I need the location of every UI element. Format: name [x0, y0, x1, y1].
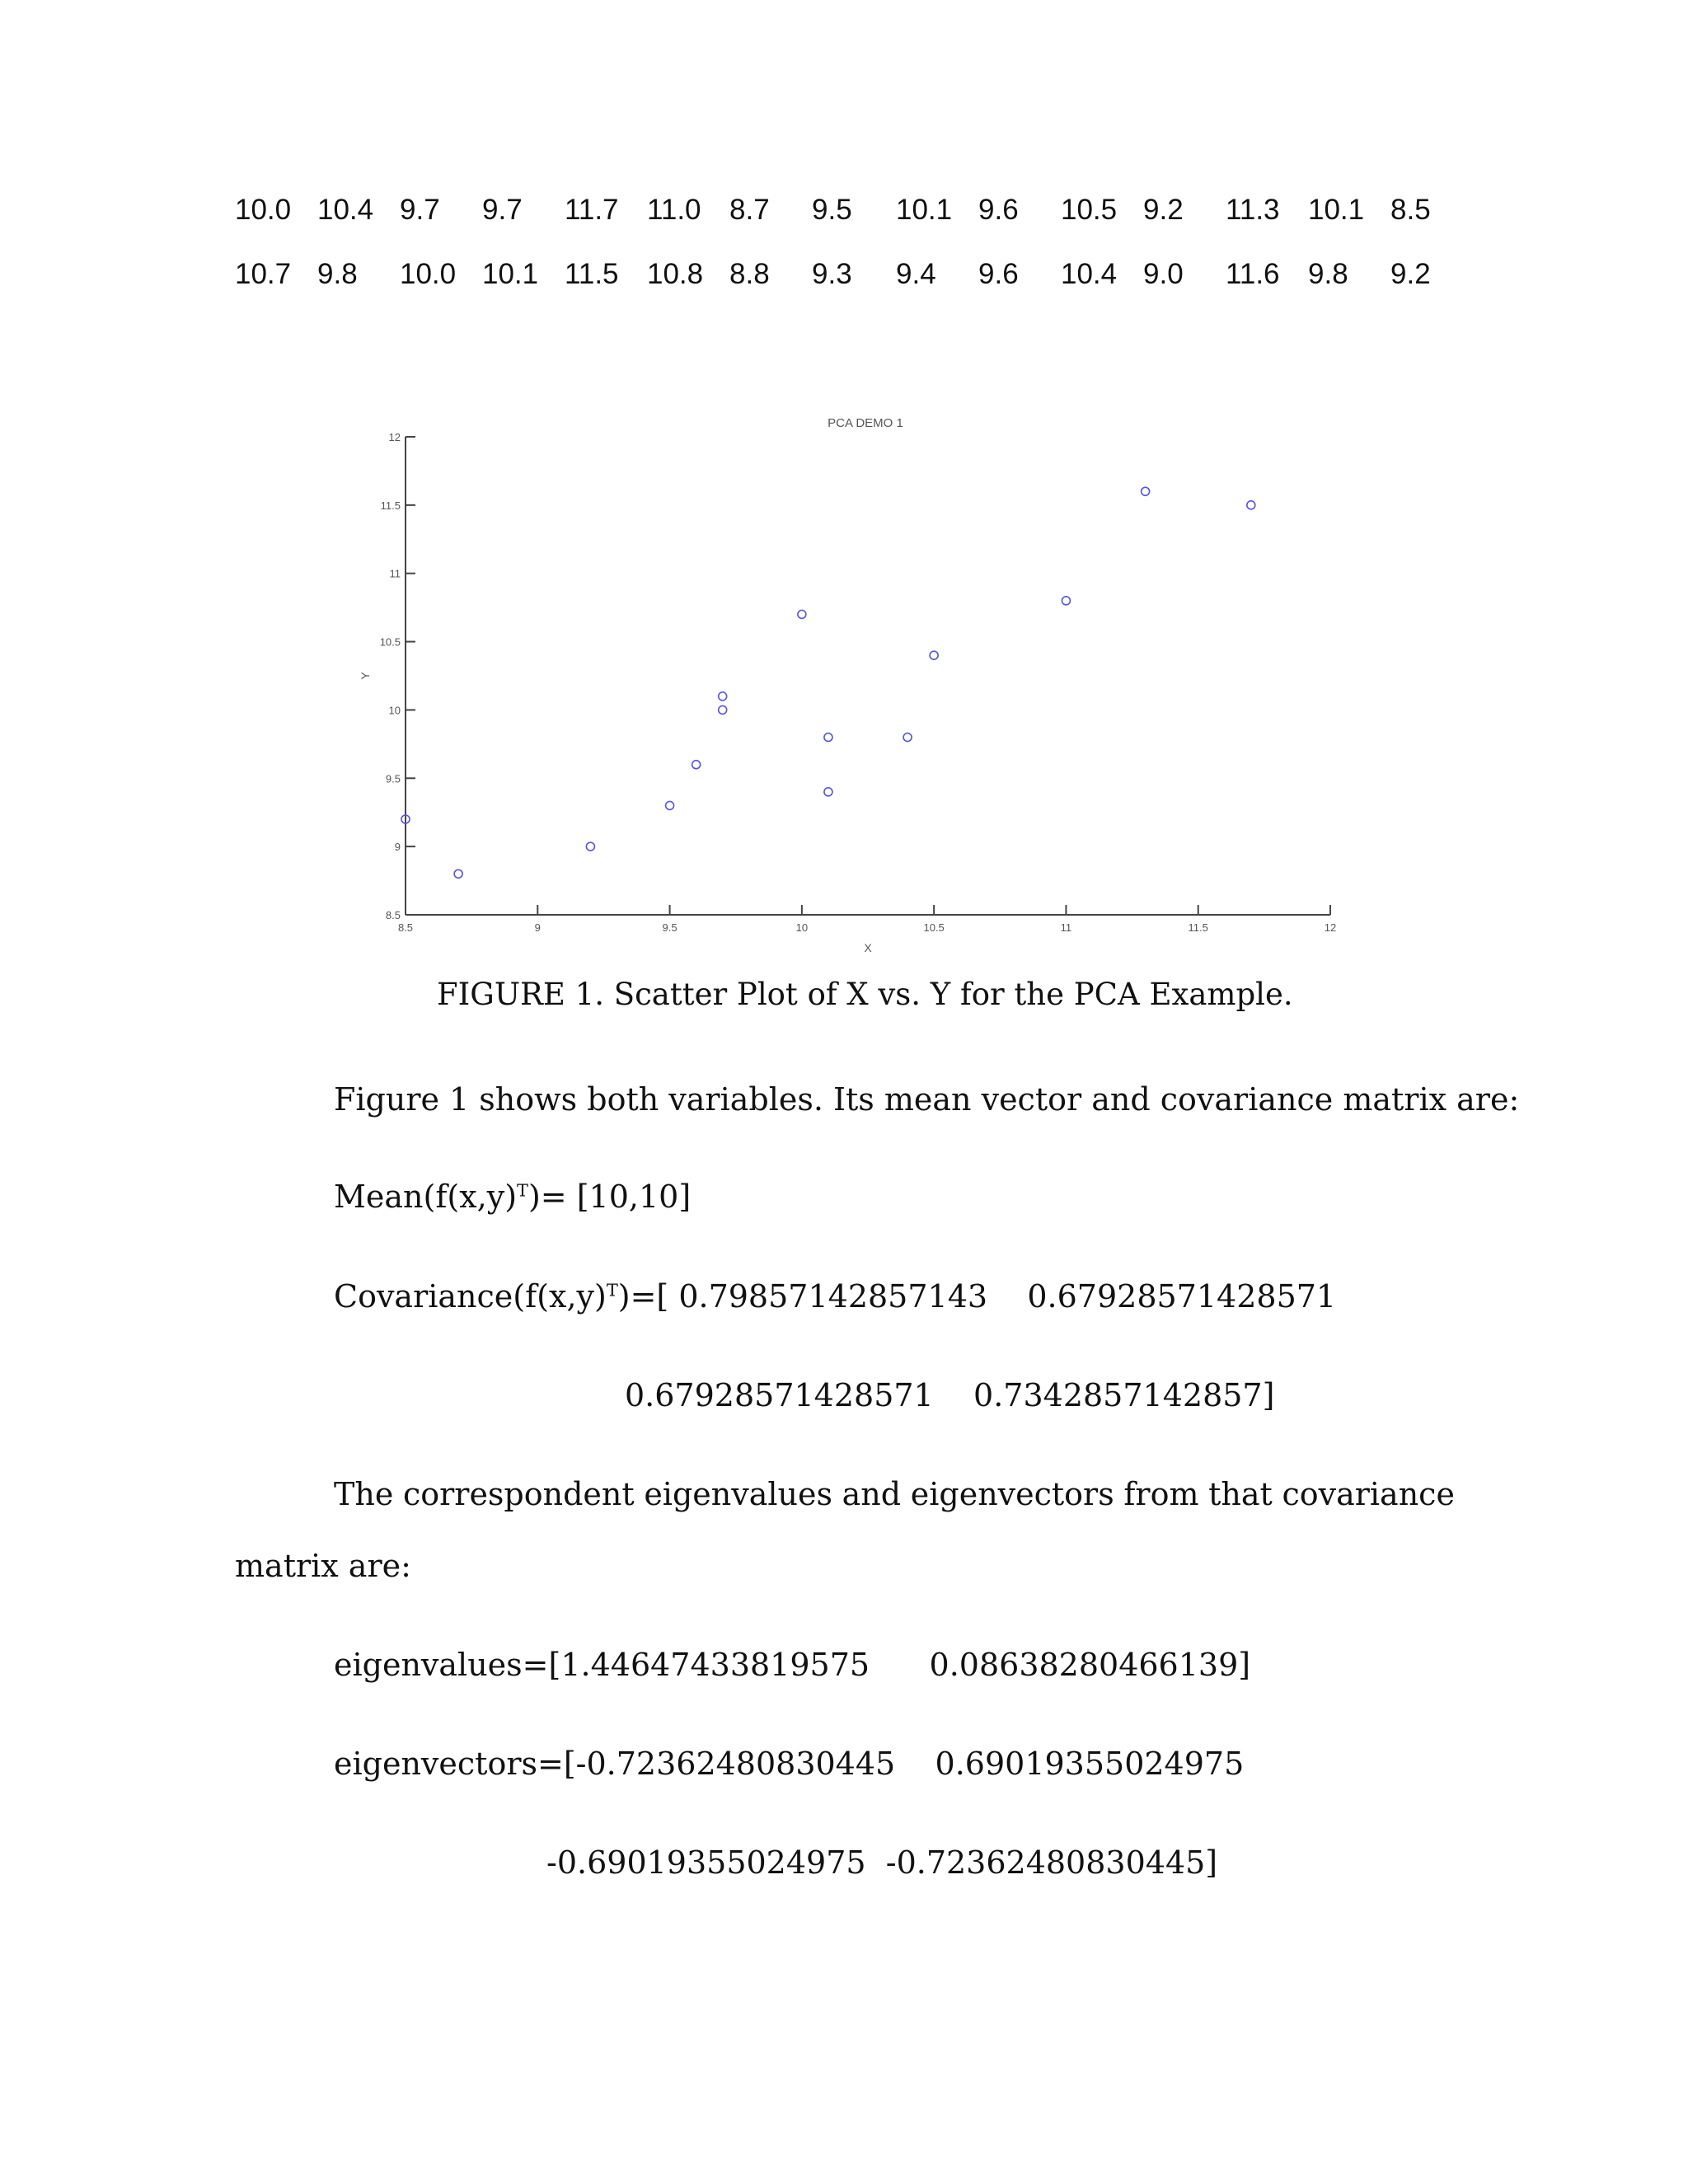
figure-caption: FIGURE 1. Scatter Plot of X vs. Y for the PCA Example.	[437, 977, 1293, 1012]
scatter-point	[903, 733, 912, 742]
covariance-suffix: )=[ 0.79857142857143 0.67928571428571	[617, 1278, 1337, 1315]
scatter-point	[1142, 487, 1150, 495]
y-tick-label: 11.5	[380, 499, 401, 512]
y-tick-label: 8.5	[385, 909, 401, 921]
table-cell: 9.2	[1143, 194, 1184, 226]
scatter-chart	[354, 404, 1360, 964]
table-cell: 8.7	[729, 194, 770, 226]
para2-word: The	[334, 1476, 394, 1512]
table-cell: 9.7	[400, 194, 440, 226]
y-tick-label: 9.5	[385, 772, 401, 785]
table-cell: 9.0	[1143, 258, 1184, 290]
table-cell: 10.1	[482, 258, 539, 290]
y-tick-label: 12	[388, 431, 401, 443]
table-cell: 9.3	[812, 258, 852, 290]
para2-word: and	[842, 1476, 902, 1512]
mean-vector-line	[334, 1179, 691, 1215]
table-cell: 9.2	[1390, 258, 1431, 290]
table-cell: 10.5	[1061, 194, 1118, 226]
x-axis-label: X	[864, 941, 872, 954]
table-cell: 11.0	[647, 194, 701, 226]
scatter-point	[824, 788, 832, 796]
scatter-point	[666, 801, 674, 809]
x-tick-label: 9.5	[662, 921, 678, 934]
table-cell: 9.7	[482, 194, 523, 226]
mean-transpose-sup: T	[517, 1180, 528, 1201]
x-tick-label: 11.5	[1188, 921, 1208, 934]
table-cell: 11.6	[1226, 258, 1280, 290]
table-cell: 8.8	[729, 258, 770, 290]
paragraph-eigen-intro	[334, 1476, 1455, 1512]
scatter-point	[692, 761, 701, 769]
x-tick-label: 10	[795, 921, 809, 934]
table-cell: 11.7	[565, 194, 619, 226]
scatter-point	[1247, 501, 1255, 509]
x-tick-label: 12	[1324, 921, 1337, 934]
y-axis-label: Y	[359, 672, 372, 680]
table-cell: 10.8	[647, 258, 704, 290]
table-cell: 9.8	[1308, 258, 1348, 290]
table-cell: 9.4	[896, 258, 936, 290]
paragraph-eigen-intro-continued: matrix are:	[235, 1548, 411, 1584]
covariance-line-1	[334, 1278, 1336, 1315]
para2-word: correspondent	[402, 1476, 635, 1512]
scatter-point	[719, 705, 727, 714]
table-cell: 10.1	[1308, 194, 1365, 226]
para2-word: eigenvectors	[910, 1476, 1114, 1512]
para2-word: from	[1123, 1476, 1199, 1512]
scatter-plot-svg	[354, 404, 1360, 964]
table-cell: 10.0	[235, 194, 292, 226]
scatter-point	[824, 733, 832, 742]
scatter-point	[930, 651, 938, 659]
table-cell: 10.4	[1061, 258, 1118, 290]
x-tick-label: 11	[1060, 921, 1072, 934]
table-cell: 11.3	[1226, 194, 1280, 226]
y-tick-label: 10	[388, 704, 401, 717]
table-cell: 10.1	[896, 194, 953, 226]
y-tick-label: 9	[394, 841, 401, 854]
data-table-row-2	[0, 258, 1688, 307]
scatter-point	[1062, 597, 1070, 605]
scatter-point	[719, 692, 727, 701]
table-cell: 9.6	[978, 194, 1019, 226]
chart-title: PCA DEMO 1	[828, 416, 903, 430]
eigenvectors-line-2: -0.69019355024975 -0.72362480830445]	[546, 1844, 1218, 1881]
eigenvectors-line-1: eigenvectors=[-0.72362480830445 0.69019355024975	[334, 1746, 1245, 1782]
mean-prefix: Mean(f(x,y)	[334, 1179, 518, 1215]
mean-suffix: )= [10,10]	[528, 1179, 692, 1215]
data-table-row-1	[0, 194, 1688, 243]
paragraph-intro: Figure 1 shows both variables. Its mean vector and covariance matrix are:	[334, 1081, 1520, 1118]
x-tick-label: 8.5	[397, 921, 414, 934]
table-cell: 10.7	[235, 258, 292, 290]
covariance-prefix: Covariance(f(x,y)	[334, 1278, 607, 1315]
table-cell: 8.5	[1390, 194, 1431, 226]
scatter-point	[586, 842, 594, 851]
para2-word: covariance	[1282, 1476, 1455, 1512]
table-cell: 9.8	[317, 258, 358, 290]
covariance-line-2: 0.67928571428571 0.7342857142857]	[625, 1377, 1275, 1413]
table-cell: 9.6	[978, 258, 1019, 290]
x-tick-label: 9	[534, 921, 541, 934]
y-tick-label: 10.5	[379, 635, 401, 649]
table-cell: 10.4	[317, 194, 374, 226]
table-cell: 9.5	[812, 194, 852, 226]
y-tick-label: 11	[389, 567, 401, 580]
covariance-transpose-sup: T	[606, 1280, 618, 1301]
x-tick-label: 10.5	[923, 921, 945, 934]
eigenvalues-line: eigenvalues=[1.44647433819575 0.08638280466139]	[334, 1647, 1251, 1683]
para2-word: eigenvalues	[644, 1476, 832, 1512]
table-cell: 11.5	[565, 258, 619, 290]
para2-word: that	[1208, 1476, 1273, 1512]
scatter-point	[454, 869, 462, 878]
scatter-point	[798, 610, 806, 618]
table-cell: 10.0	[400, 258, 457, 290]
